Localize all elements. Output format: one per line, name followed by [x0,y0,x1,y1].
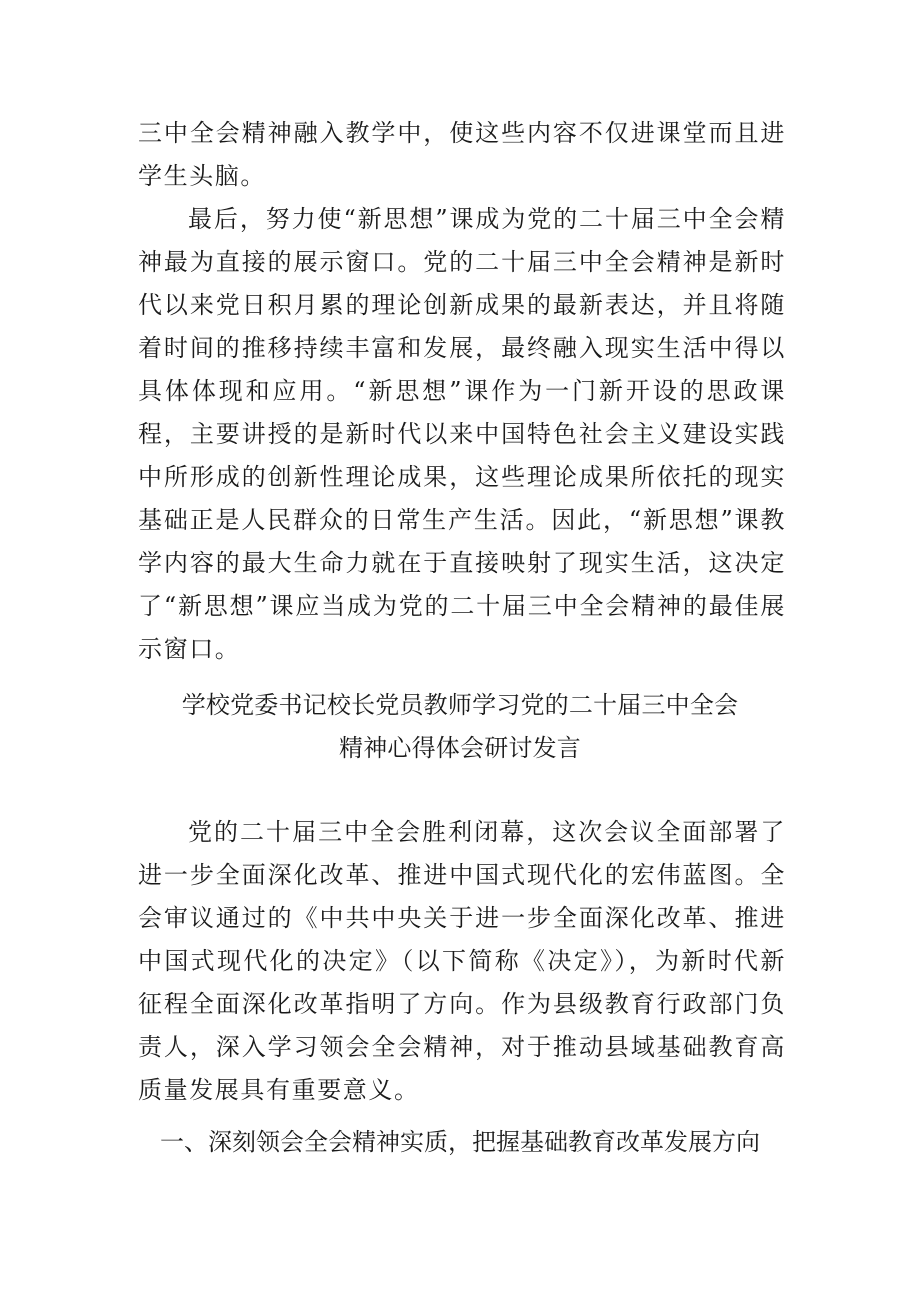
continuation-paragraph: 三中全会精神融入教学中，使这些内容不仅进课堂而且进学生头脑。 [138,119,786,190]
intro-paragraph: 党的二十届三中全会胜利闭幕，这次会议全面部署了进一步全面深化改革、推进中国式现代化的宏伟蓝图。全会审议通过的《中共中央关于进一步全面深化改革、推进中国式现代化的决定》（以下简称《决定》），为新时代新征程全面深化改革指明了方向。作为县级教育行政部门负责人，深入学习领会全会精神，对于推动县域基础教育高质量发展具有重要意义。 [138,818,786,1104]
closing-paragraph: 最后，努力使“新思想”课成为党的二十届三中全会精神最为直接的展示窗口。党的二十届三中全会精神是新时代以来党日积月累的理论创新成果的最新表达，并且将随着时间的推移持续丰富和发展，最终融入现实生活中得以具体体现和应用。“新思想”课作为一门新开设的思政课程，主要讲授的是新时代以来中国特色社会主义建设实践中所形成的创新性理论成果，这些理论成果所依托的现实基础正是人民群众的日常生产生活。因此，“新思想”课教学内容的最大生命力就在于直接映射了现实生活，这决定了“新思想”课应当成为党的二十届三中全会精神的最佳展示窗口。 [138,205,786,663]
section-heading: 一、深刻领会全会精神实质，把握基础教育改革发展方向 [160,1128,760,1156]
article-title-line-2: 精神心得体会研讨发言 [339,734,581,762]
article-title-line-1: 学校党委书记校长党员教师学习党的二十届三中全会 [181,691,739,719]
